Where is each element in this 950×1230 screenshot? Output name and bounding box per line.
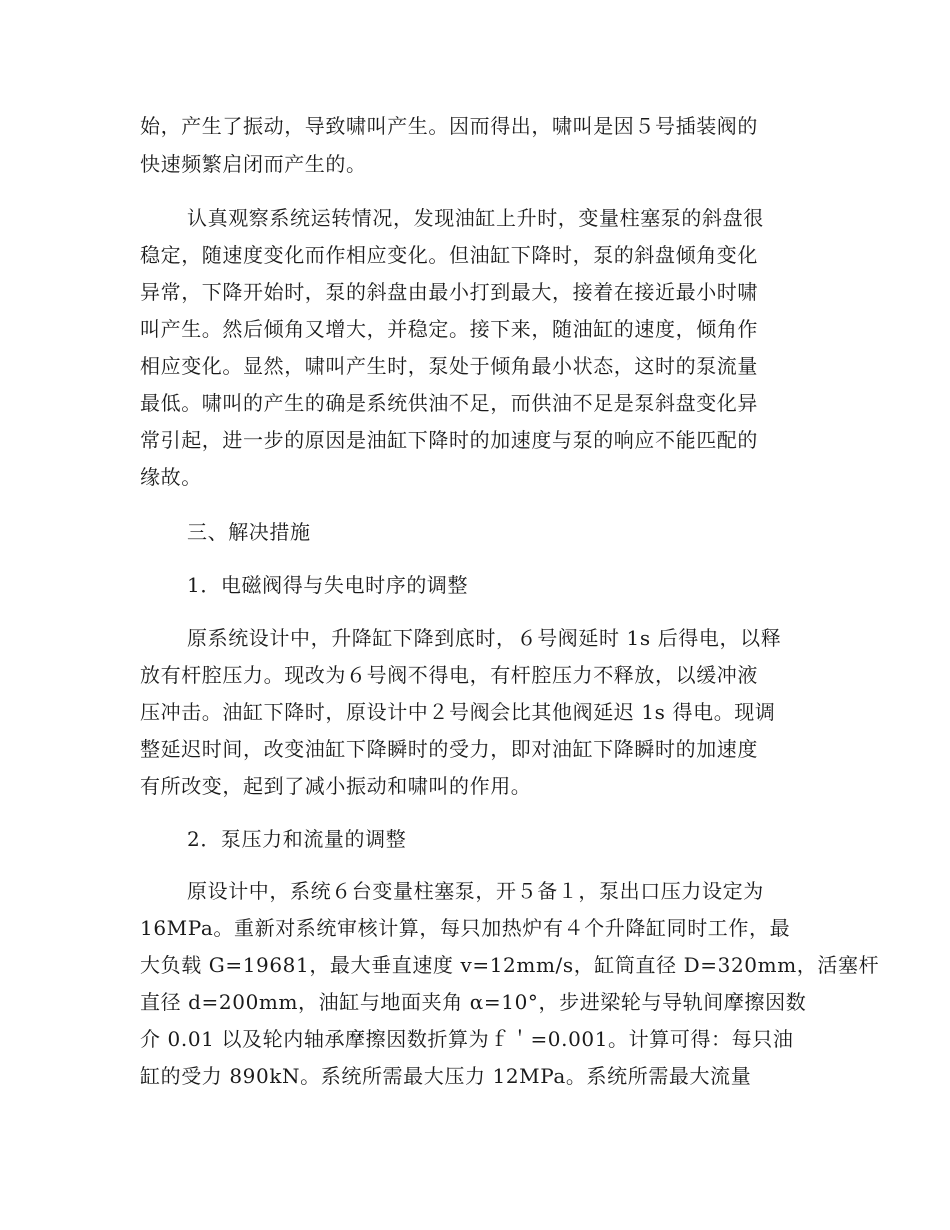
- paragraph-line: 缘故。: [140, 465, 202, 489]
- paragraph-line: 有所改变，起到了减小振动和啸叫的作用。: [140, 774, 532, 798]
- paragraph-line: 常引起，进一步的原因是油缸下降时的加速度与泵的响应不能匹配的: [140, 428, 758, 452]
- paragraph-line: 压冲击。油缸下降时，原设计中２号阀会比其他阀延迟 1s 得电。现调: [140, 700, 776, 724]
- paragraph-line: 介 0.01 以及轮内轴承摩擦因数折算为ｆ＇=0.001。计算可得：每只油: [140, 1027, 794, 1051]
- paragraph-line: 稳定，随速度变化而作相应变化。但油缸下降时，泵的斜盘倾角变化: [140, 243, 758, 267]
- paragraph-line: 原设计中，系统６台变量柱塞泵，开５备１，泵出口压力设定为: [187, 879, 764, 903]
- paragraph-line: 叫产生。然后倾角又增大，并稳定。接下来，随油缸的速度，倾角作: [140, 317, 758, 341]
- paragraph-line: 缸的受力 890kN。系统所需最大压力 12MPa。系统所需最大流量: [140, 1064, 752, 1088]
- paragraph-line: 相应变化。显然，啸叫产生时，泵处于倾角最小状态，这时的泵流量: [140, 354, 758, 378]
- paragraph-line: 16MPa。重新对系统审核计算，每只加热炉有４个升降缸同时工作，最: [140, 916, 791, 940]
- subsection-heading: 2．泵压力和流量的调整: [187, 827, 407, 851]
- paragraph-line: 认真观察系统运转情况，发现油缸上升时，变量柱塞泵的斜盘很: [187, 206, 764, 230]
- paragraph-line: 始，产生了振动，导致啸叫产生。因而得出，啸叫是因５号插装阀的: [140, 114, 758, 138]
- paragraph-line: 快速频繁启闭而产生的。: [140, 152, 367, 176]
- paragraph-line: 大负载 G=19681，最大垂直速度 v=12mm/s，缸筒直径 D=320mm，活塞杆: [140, 953, 880, 977]
- paragraph-line: 异常，下降开始时，泵的斜盘由最小打到最大，接着在接近最小时啸: [140, 280, 758, 304]
- paragraph-line: 最低。啸叫的产生的确是系统供油不足，而供油不足是泵斜盘变化异: [140, 391, 758, 415]
- paragraph-line: 直径 d=200mm，油缸与地面夹角 α=10°，步进梁轮与导轨间摩擦因数: [140, 990, 807, 1014]
- section-heading: 三、解决措施: [187, 520, 311, 544]
- subsection-heading: 1．电磁阀得与失电时序的调整: [187, 573, 469, 597]
- paragraph-line: 整延迟时间，改变油缸下降瞬时的受力，即对油缸下降瞬时的加速度: [140, 737, 758, 761]
- paragraph-line: 放有杆腔压力。现改为６号阀不得电，有杆腔压力不释放，以缓冲液: [140, 663, 758, 687]
- paragraph-line: 原系统设计中，升降缸下降到底时，６号阀延时 1s 后得电，以释: [187, 626, 782, 650]
